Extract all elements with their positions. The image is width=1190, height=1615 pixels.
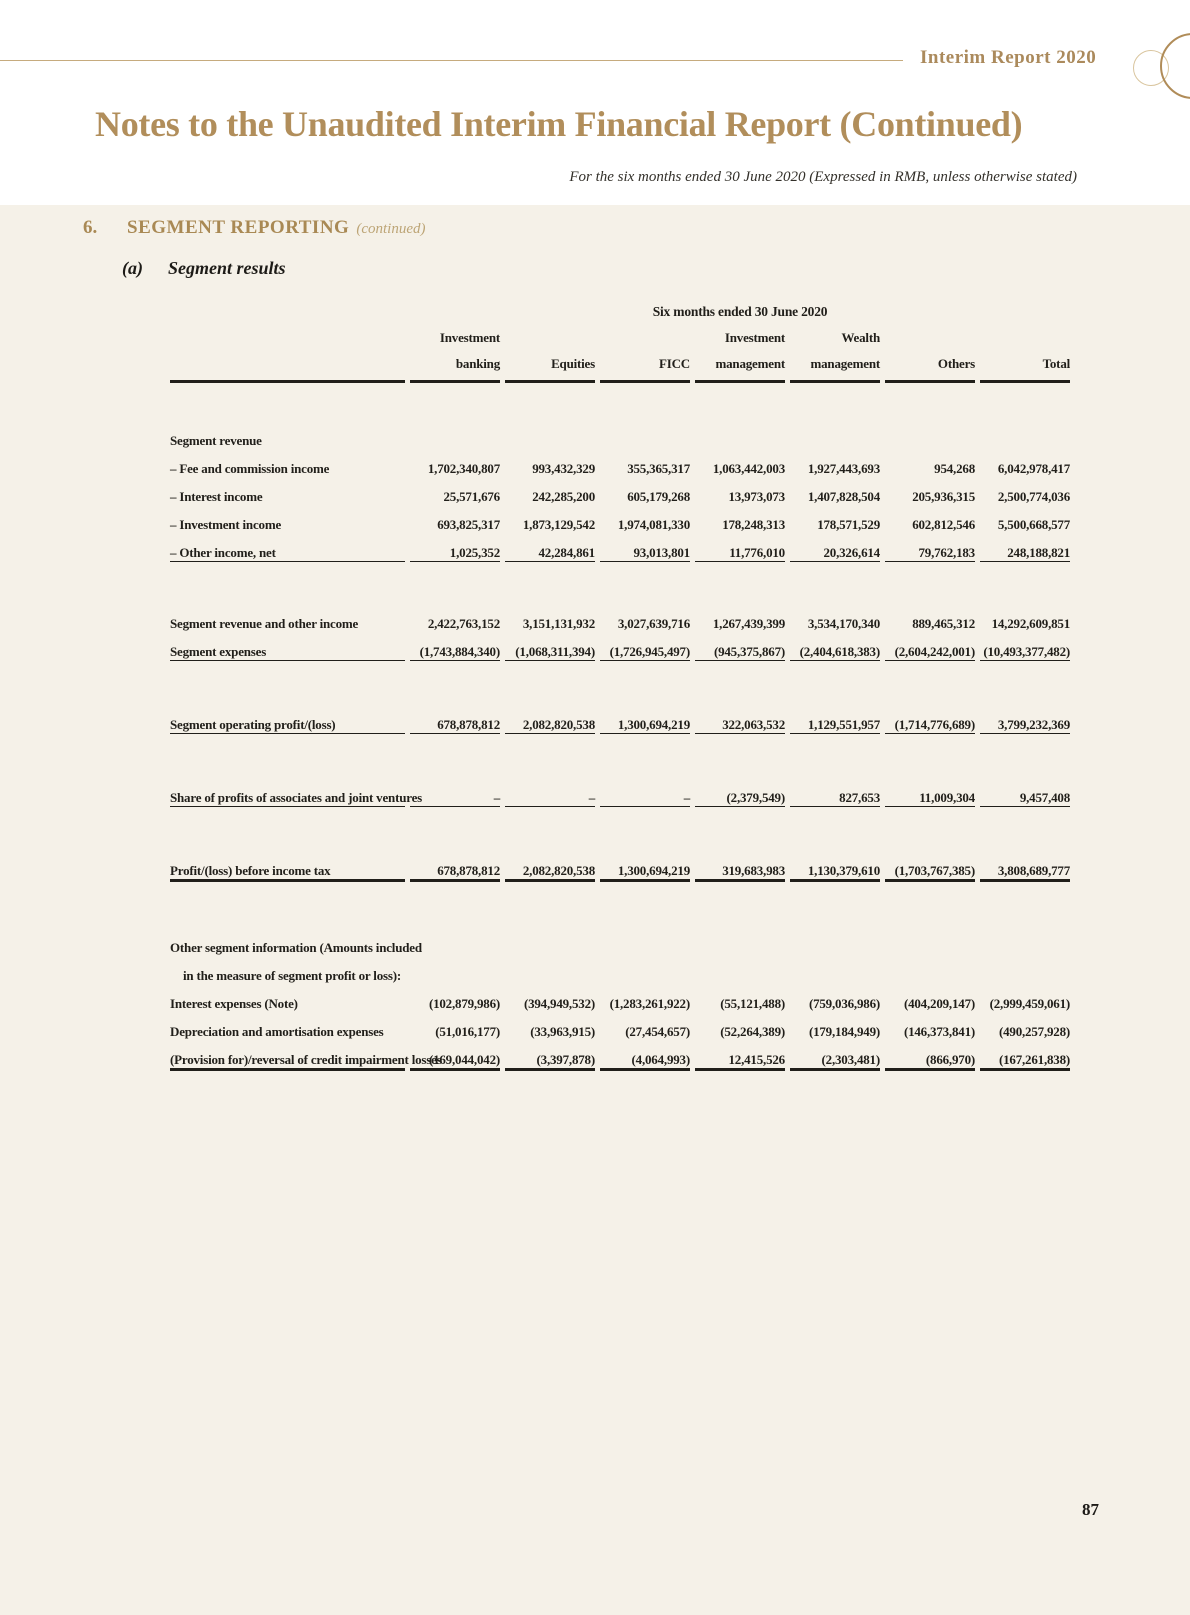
cell-value: (55,121,488) [720, 996, 785, 1011]
section-heading [83, 217, 425, 239]
label-column-header [170, 320, 405, 346]
page-subtitle: For the six months ended 30 June 2020 (Expressed in RMB, unless otherwise stated) [569, 169, 1077, 185]
cell-value: (167,261,838) [980, 1040, 1070, 1071]
cell-value: 178,248,313 [722, 517, 785, 532]
row-label: Segment expenses [170, 632, 405, 661]
cell-value: – [410, 778, 500, 807]
row-label: Depreciation and amortisation expenses [170, 1024, 384, 1039]
cell-value: 11,776,010 [695, 533, 785, 562]
cell-value: 1,267,439,399 [712, 616, 785, 631]
cell-value [980, 956, 1070, 984]
cell-value [980, 928, 1070, 956]
cell-value: (2,999,459,061) [989, 996, 1071, 1011]
cell-value: 678,878,812 [410, 705, 500, 734]
cell-value: 178,571,529 [817, 517, 880, 532]
cell-value: 242,285,200 [532, 489, 595, 504]
table-row [170, 632, 1070, 661]
cell-value: 6,042,978,417 [997, 461, 1071, 476]
row-label: Profit/(loss) before income tax [170, 851, 405, 882]
page-title: Notes to the Unaudited Interim Financial Report (Continued) [95, 104, 1023, 144]
table-row [170, 984, 1070, 1012]
column-header: Investment [439, 330, 500, 345]
cell-value: (490,257,928) [998, 1024, 1071, 1039]
cell-value [885, 928, 975, 956]
column-header [600, 320, 690, 346]
column-header: Others [885, 346, 975, 383]
cell-value: 355,365,317 [627, 461, 690, 476]
cell-value: (1,726,945,497) [600, 632, 690, 661]
cell-value: (866,970) [885, 1040, 975, 1071]
cell-value [790, 956, 880, 984]
cell-value: 1,300,694,219 [600, 851, 690, 882]
cell-value: 993,432,329 [532, 461, 595, 476]
cell-value [600, 956, 690, 984]
row-label: – Fee and commission income [170, 461, 330, 476]
table-row [170, 778, 1070, 807]
column-header [885, 320, 975, 346]
column-header: management [790, 346, 880, 383]
cell-value: (1,703,767,385) [885, 851, 975, 882]
table-row [170, 956, 1070, 984]
row-label: Segment operating profit/(loss) [170, 705, 405, 734]
cell-value: (1,714,776,689) [885, 705, 975, 734]
column-header: Total [980, 346, 1070, 383]
column-header [505, 320, 595, 346]
column-header: Investment [724, 330, 785, 345]
cell-value: (2,604,242,001) [885, 632, 975, 661]
spacer-row [170, 383, 1070, 421]
column-header: banking [410, 346, 500, 383]
cell-value: 3,151,131,932 [522, 616, 595, 631]
spacer-cell [170, 383, 1070, 421]
cell-value: 1,927,443,693 [807, 461, 880, 476]
cell-value: 954,268 [934, 461, 975, 476]
segment-table-body [170, 383, 1070, 1071]
cell-value: (51,016,177) [435, 1024, 500, 1039]
cell-value: 248,188,821 [980, 533, 1070, 562]
cell-value [695, 928, 785, 956]
cell-value: 93,013,801 [600, 533, 690, 562]
column-header [980, 320, 1070, 346]
cell-value: 11,009,304 [885, 778, 975, 807]
cell-value: 1,129,551,957 [790, 705, 880, 734]
table-row [170, 421, 1070, 449]
spacer-cell [170, 807, 1070, 851]
cell-value: 602,812,546 [912, 517, 975, 532]
spacer-cell [170, 661, 1070, 705]
cell-value: 2,082,820,538 [505, 705, 595, 734]
cell-value: 678,878,812 [410, 851, 500, 882]
cell-value [600, 421, 690, 449]
cell-value [410, 421, 500, 449]
cell-value: (2,379,549) [695, 778, 785, 807]
cell-value: 42,284,861 [505, 533, 595, 562]
cell-value: 827,653 [790, 778, 880, 807]
cell-value: 693,825,317 [437, 517, 500, 532]
spacer-row [170, 734, 1070, 778]
section-title: SEGMENT REPORTING [127, 217, 350, 238]
table-row [170, 928, 1070, 956]
cell-value: 889,465,312 [912, 616, 975, 631]
cell-value: (169,044,042) [410, 1040, 500, 1071]
column-header-row-1 [170, 320, 1070, 346]
cell-value: 1,063,442,003 [712, 461, 785, 476]
cell-value [695, 956, 785, 984]
row-label: – Investment income [170, 517, 282, 532]
cell-value: 1,407,828,504 [807, 489, 880, 504]
cell-value: 14,292,609,851 [991, 616, 1071, 631]
cell-value: (179,184,949) [808, 1024, 880, 1039]
cell-value: (1,283,261,922) [609, 996, 690, 1011]
cell-value [790, 421, 880, 449]
cell-value: 2,422,763,152 [427, 616, 500, 631]
cell-value: 1,130,379,610 [790, 851, 880, 882]
cell-value: (4,064,993) [600, 1040, 690, 1071]
column-header: management [695, 346, 785, 383]
cell-value: (394,949,532) [523, 996, 595, 1011]
cell-value: 20,326,614 [790, 533, 880, 562]
period-header: Six months ended 30 June 2020 [652, 304, 828, 319]
segment-results-table [165, 296, 1075, 1071]
cell-value: 1,025,352 [410, 533, 500, 562]
cell-value: 1,702,340,807 [427, 461, 500, 476]
cell-value: 605,179,268 [627, 489, 690, 504]
cell-value: 322,063,532 [695, 705, 785, 734]
table-row [170, 604, 1070, 632]
table-row [170, 705, 1070, 734]
row-label: Segment revenue and other income [170, 616, 359, 631]
cell-value [410, 956, 500, 984]
cell-value: (10,493,377,482) [980, 632, 1070, 661]
spacer-cell [170, 562, 1070, 604]
cell-value: 3,799,232,369 [980, 705, 1070, 734]
period-header-row [170, 296, 1070, 320]
cell-value: 205,936,315 [912, 489, 975, 504]
cell-value: 13,973,073 [728, 489, 785, 504]
subsection-heading [122, 258, 286, 279]
table-row [170, 449, 1070, 477]
cell-value: 3,027,639,716 [617, 616, 690, 631]
cell-value: (2,303,481) [790, 1040, 880, 1071]
table-row [170, 1012, 1070, 1040]
cell-value: (759,036,986) [808, 996, 880, 1011]
cell-value: (146,373,841) [903, 1024, 975, 1039]
cell-value [505, 956, 595, 984]
header-divider-line [0, 60, 903, 61]
cell-value: 2,082,820,538 [505, 851, 595, 882]
cell-value [980, 421, 1070, 449]
cell-value: (404,209,147) [903, 996, 975, 1011]
row-label: Interest expenses (Note) [170, 996, 298, 1011]
page-number: 87 [1082, 1500, 1099, 1519]
cell-value: – [505, 778, 595, 807]
subsection-title: Segment results [168, 258, 286, 278]
cell-value: (945,375,867) [695, 632, 785, 661]
report-edition-label: Interim Report 2020 [920, 47, 1097, 68]
decorative-circle-large-icon [1160, 33, 1190, 99]
cell-value: 25,571,676 [443, 489, 500, 504]
row-label: Segment revenue [170, 433, 262, 448]
row-label: – Interest income [170, 489, 263, 504]
cell-value: 5,500,668,577 [997, 517, 1071, 532]
cell-value: (33,963,915) [530, 1024, 595, 1039]
cell-value: 12,415,526 [695, 1040, 785, 1071]
table-row [170, 477, 1070, 505]
cell-value: 3,534,170,340 [807, 616, 880, 631]
spacer-row [170, 882, 1070, 928]
table-row [170, 505, 1070, 533]
column-header: Equities [505, 346, 595, 383]
row-label: Share of profits of associates and joint ventures [170, 778, 405, 807]
cell-value: (27,454,657) [625, 1024, 690, 1039]
cell-value [505, 421, 595, 449]
cell-value: (1,068,311,394) [505, 632, 595, 661]
cell-value [885, 421, 975, 449]
cell-value [410, 928, 500, 956]
cell-value: 3,808,689,777 [980, 851, 1070, 882]
cell-value: 319,683,983 [695, 851, 785, 882]
row-label: (Provision for)/reversal of credit impairment losses [170, 1040, 405, 1071]
cell-value: 1,873,129,542 [522, 517, 595, 532]
column-header-row-2 [170, 346, 1070, 383]
spacer-cell [170, 882, 1070, 928]
cell-value: 9,457,408 [980, 778, 1070, 807]
section-number: 6. [83, 217, 98, 238]
cell-value: 2,500,774,036 [997, 489, 1071, 504]
cell-value: 79,762,183 [885, 533, 975, 562]
cell-value [790, 928, 880, 956]
cell-value: (52,264,389) [720, 1024, 785, 1039]
cell-value [885, 956, 975, 984]
table-row [170, 1040, 1070, 1071]
table-row [170, 533, 1070, 562]
cell-value: (102,879,986) [428, 996, 500, 1011]
cell-value: (3,397,878) [505, 1040, 595, 1071]
segment-results-table-wrap [165, 296, 1075, 1071]
cell-value [600, 928, 690, 956]
column-header: Wealth [841, 330, 880, 345]
row-label: – Other income, net [170, 533, 405, 562]
row-label: in the measure of segment profit or loss): [183, 968, 401, 983]
page-header-band [0, 0, 1190, 205]
cell-value [695, 421, 785, 449]
spacer-row [170, 807, 1070, 851]
subsection-label: (a) [122, 258, 143, 278]
cell-value: (1,743,884,340) [410, 632, 500, 661]
cell-value: (2,404,618,383) [790, 632, 880, 661]
spacer-cell [170, 734, 1070, 778]
row-label: Other segment information (Amounts included [170, 940, 422, 955]
cell-value: 1,300,694,219 [600, 705, 690, 734]
column-header: FICC [600, 346, 690, 383]
cell-value: 1,974,081,330 [617, 517, 690, 532]
label-column-header [170, 346, 405, 383]
section-continued-note: (continued) [356, 221, 426, 237]
spacer-row [170, 562, 1070, 604]
cell-value [505, 928, 595, 956]
period-header-spacer [170, 296, 405, 320]
spacer-row [170, 661, 1070, 705]
cell-value: – [600, 778, 690, 807]
table-row [170, 851, 1070, 882]
